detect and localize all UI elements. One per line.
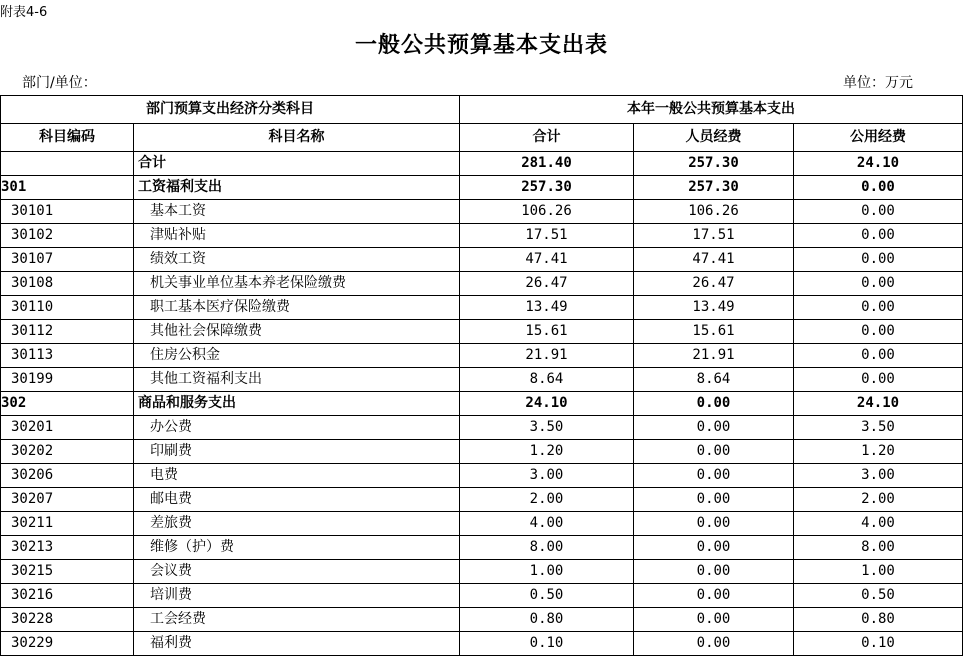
cell-public: 24.10	[794, 152, 963, 176]
cell-name: 电费	[134, 464, 460, 488]
cell-personnel: 26.47	[634, 272, 794, 296]
cell-public: 0.00	[794, 296, 963, 320]
cell-total: 3.00	[460, 464, 634, 488]
cell-total: 24.10	[460, 392, 634, 416]
cell-public: 0.10	[794, 632, 963, 656]
cell-public: 4.00	[794, 512, 963, 536]
cell-personnel: 0.00	[634, 488, 794, 512]
cell-total: 8.00	[460, 536, 634, 560]
table-row	[1, 344, 963, 368]
cell-code: 30108	[1, 272, 134, 296]
cell-code: 30228	[1, 608, 134, 632]
cell-code: 30101	[1, 200, 134, 224]
cell-code: 30107	[1, 248, 134, 272]
cell-public: 1.20	[794, 440, 963, 464]
cell-total: 4.00	[460, 512, 634, 536]
cell-personnel: 0.00	[634, 416, 794, 440]
cell-code: 301	[1, 176, 134, 200]
cell-code: 30206	[1, 464, 134, 488]
cell-personnel: 0.00	[634, 512, 794, 536]
cell-code: 30229	[1, 632, 134, 656]
table-row	[1, 320, 963, 344]
cell-total: 26.47	[460, 272, 634, 296]
header-group-basic-expenditure: 本年一般公共预算基本支出	[460, 96, 963, 124]
unit-label: 单位：万元	[843, 75, 913, 91]
department-label: 部门/单位：	[22, 75, 97, 91]
cell-name: 合计	[134, 152, 460, 176]
table-row	[1, 176, 963, 200]
cell-public: 0.00	[794, 344, 963, 368]
attachment-label: 附表4-6	[0, 5, 48, 20]
header-group-classification: 部门预算支出经济分类科目	[1, 96, 460, 124]
table-row	[1, 416, 963, 440]
cell-name: 工资福利支出	[134, 176, 460, 200]
cell-code: 30213	[1, 536, 134, 560]
table-row	[1, 248, 963, 272]
cell-name: 其他工资福利支出	[134, 368, 460, 392]
table-row	[1, 488, 963, 512]
cell-personnel: 257.30	[634, 176, 794, 200]
cell-name: 邮电费	[134, 488, 460, 512]
cell-public: 0.80	[794, 608, 963, 632]
cell-personnel: 0.00	[634, 440, 794, 464]
cell-public: 3.00	[794, 464, 963, 488]
cell-total: 0.50	[460, 584, 634, 608]
cell-code: 30201	[1, 416, 134, 440]
cell-personnel: 17.51	[634, 224, 794, 248]
cell-public: 0.50	[794, 584, 963, 608]
cell-personnel: 47.41	[634, 248, 794, 272]
cell-code: 30215	[1, 560, 134, 584]
header-public: 公用经费	[794, 124, 963, 152]
cell-name: 商品和服务支出	[134, 392, 460, 416]
table-row	[1, 584, 963, 608]
header-name: 科目名称	[134, 124, 460, 152]
cell-public: 1.00	[794, 560, 963, 584]
cell-code: 30113	[1, 344, 134, 368]
cell-total: 106.26	[460, 200, 634, 224]
cell-code: 30199	[1, 368, 134, 392]
cell-total: 8.64	[460, 368, 634, 392]
cell-code: 302	[1, 392, 134, 416]
cell-total: 17.51	[460, 224, 634, 248]
cell-total: 21.91	[460, 344, 634, 368]
cell-total: 257.30	[460, 176, 634, 200]
header-personnel: 人员经费	[634, 124, 794, 152]
table-row	[1, 536, 963, 560]
table-row	[1, 440, 963, 464]
cell-public: 0.00	[794, 368, 963, 392]
table-row	[1, 512, 963, 536]
cell-total: 1.00	[460, 560, 634, 584]
cell-total: 2.00	[460, 488, 634, 512]
table-row	[1, 632, 963, 656]
cell-total: 47.41	[460, 248, 634, 272]
table-row	[1, 608, 963, 632]
header-group-row	[1, 96, 963, 124]
cell-public: 24.10	[794, 392, 963, 416]
cell-total: 1.20	[460, 440, 634, 464]
cell-name: 差旅费	[134, 512, 460, 536]
cell-public: 0.00	[794, 320, 963, 344]
cell-name: 基本工资	[134, 200, 460, 224]
cell-public: 0.00	[794, 224, 963, 248]
cell-code: 30211	[1, 512, 134, 536]
cell-code: 30112	[1, 320, 134, 344]
table-row	[1, 368, 963, 392]
cell-code: 30216	[1, 584, 134, 608]
cell-total: 3.50	[460, 416, 634, 440]
header-column-row	[1, 124, 963, 152]
cell-personnel: 257.30	[634, 152, 794, 176]
cell-personnel: 0.00	[634, 392, 794, 416]
table-row	[1, 296, 963, 320]
cell-total: 0.10	[460, 632, 634, 656]
table-row	[1, 200, 963, 224]
cell-name: 住房公积金	[134, 344, 460, 368]
cell-name: 绩效工资	[134, 248, 460, 272]
cell-public: 0.00	[794, 272, 963, 296]
cell-total: 13.49	[460, 296, 634, 320]
cell-personnel: 0.00	[634, 560, 794, 584]
table-row	[1, 224, 963, 248]
cell-code: 30207	[1, 488, 134, 512]
cell-public: 0.00	[794, 200, 963, 224]
cell-name: 培训费	[134, 584, 460, 608]
cell-code: 30110	[1, 296, 134, 320]
cell-name: 津贴补贴	[134, 224, 460, 248]
cell-public: 0.00	[794, 248, 963, 272]
cell-personnel: 8.64	[634, 368, 794, 392]
cell-code: 30102	[1, 224, 134, 248]
cell-name: 工会经费	[134, 608, 460, 632]
page-title: 一般公共预算基本支出表	[354, 32, 608, 58]
table-row	[1, 392, 963, 416]
cell-personnel: 0.00	[634, 608, 794, 632]
total-row	[1, 152, 963, 176]
header-total: 合计	[460, 124, 634, 152]
table-row	[1, 272, 963, 296]
cell-personnel: 0.00	[634, 536, 794, 560]
cell-total: 0.80	[460, 608, 634, 632]
cell-code	[1, 152, 134, 176]
cell-public: 8.00	[794, 536, 963, 560]
header-code: 科目编码	[1, 124, 134, 152]
cell-name: 办公费	[134, 416, 460, 440]
cell-personnel: 0.00	[634, 584, 794, 608]
table-row	[1, 560, 963, 584]
cell-public: 3.50	[794, 416, 963, 440]
budget-table	[0, 95, 963, 656]
cell-personnel: 0.00	[634, 632, 794, 656]
cell-total: 15.61	[460, 320, 634, 344]
cell-name: 福利费	[134, 632, 460, 656]
cell-name: 会议费	[134, 560, 460, 584]
cell-public: 2.00	[794, 488, 963, 512]
cell-personnel: 0.00	[634, 464, 794, 488]
cell-personnel: 21.91	[634, 344, 794, 368]
cell-name: 维修（护）费	[134, 536, 460, 560]
cell-personnel: 13.49	[634, 296, 794, 320]
cell-personnel: 106.26	[634, 200, 794, 224]
cell-personnel: 15.61	[634, 320, 794, 344]
table-row	[1, 464, 963, 488]
cell-name: 职工基本医疗保险缴费	[134, 296, 460, 320]
cell-name: 机关事业单位基本养老保险缴费	[134, 272, 460, 296]
cell-total: 281.40	[460, 152, 634, 176]
cell-public: 0.00	[794, 176, 963, 200]
cell-name: 其他社会保障缴费	[134, 320, 460, 344]
cell-code: 30202	[1, 440, 134, 464]
cell-name: 印刷费	[134, 440, 460, 464]
